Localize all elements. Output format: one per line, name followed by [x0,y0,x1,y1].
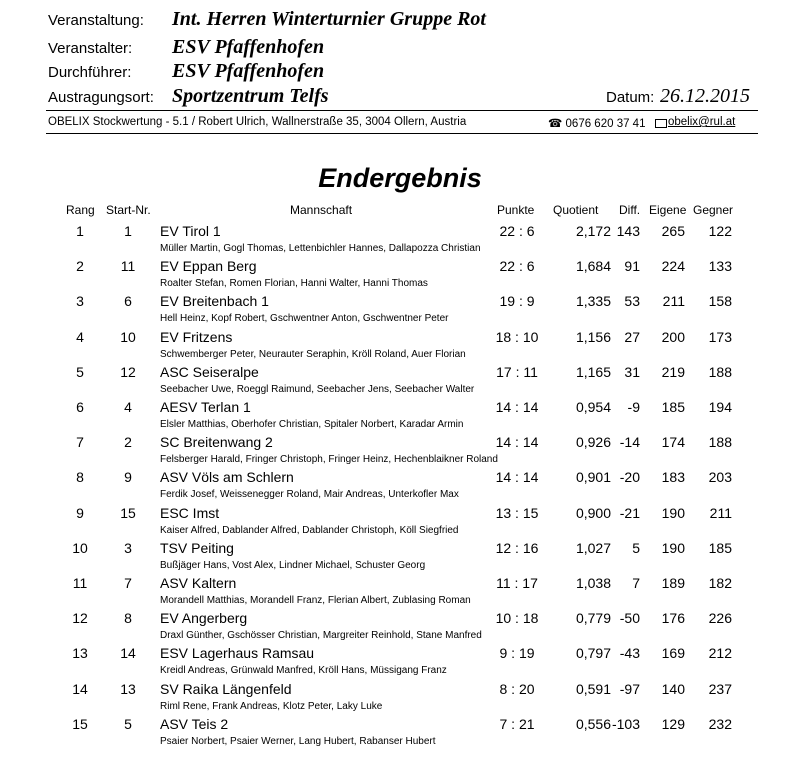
team-players: Kaiser Alfred, Dablander Alfred, Dablander Christoph, Köll Siegfried [160,524,459,536]
eigene-cell: 176 [661,610,685,627]
header-label: Austragungsort: [48,89,154,106]
rang-cell: 5 [76,363,84,380]
rang-cell: 15 [72,715,88,732]
software-rule [46,133,758,134]
phone-info [548,116,645,130]
punkte-cell: 14 : 14 [495,434,539,451]
team-players: Roalter Stefan, Romen Florian, Hanni Walter, Hanni Thomas [160,278,428,290]
col-punkte: Punkte [497,203,535,217]
punkte-cell: 13 : 15 [495,504,539,521]
quotient-cell: 0,954 [575,399,611,415]
team-players: Seebacher Uwe, Roeggl Raimund, Seebacher Jens, Seebacher Walter [160,383,475,395]
team-players: Schwemberger Peter, Neurauter Seraphin, Kröll Roland, Auer Florian [160,348,466,360]
quotient-cell: 1,684 [575,258,611,275]
gegner-cell: 203 [708,469,732,486]
team-name: ASV Kaltern [160,575,237,591]
diff-cell: 143 [616,223,640,239]
quotient-cell: 0,900 [575,504,611,521]
col-diff: Diff. [619,203,641,217]
eigene-cell: 190 [661,504,685,521]
eigene-cell: 185 [661,399,685,415]
header-rule [46,110,758,111]
diff-cell: 5 [632,539,640,556]
punkte-cell: 14 : 14 [495,469,539,486]
diff-cell: 27 [624,328,640,345]
quotient-cell: 1,038 [575,575,611,591]
start-nr-cell: 7 [124,575,132,591]
team-name: ASV Teis 2 [160,715,229,732]
rang-cell: 7 [76,434,84,451]
rang-cell: 13 [72,645,88,662]
punkte-cell: 12 : 16 [495,539,539,556]
page-title: Endergebnis [318,163,482,193]
eigene-cell: 190 [661,539,685,556]
eigene-cell: 129 [661,715,685,732]
diff-cell: -103 [611,715,640,732]
gegner-cell: 133 [708,258,732,275]
team-players: Kreidl Andreas, Grünwald Manfred, Kröll Hans, Müssigang Franz [160,665,447,677]
eigene-cell: 174 [661,434,685,451]
start-nr-cell: 6 [124,293,132,310]
rang-cell: 6 [76,399,84,415]
start-nr-cell: 3 [124,539,132,556]
diff-cell: -50 [619,610,640,627]
quotient-cell: 0,901 [575,469,611,486]
header-value: ESV Pfaffenhofen [172,60,325,82]
col-rang: Rang [66,203,95,217]
gegner-cell: 211 [709,504,732,521]
team-name: ASC Seiseralpe [160,363,259,380]
team-players: Riml Rene, Frank Andreas, Klotz Peter, Laky Luke [160,700,383,712]
envelope-icon [655,119,667,128]
gegner-cell: 194 [708,399,732,415]
quotient-cell: 0,797 [575,645,611,662]
quotient-cell: 1,156 [575,328,611,345]
diff-cell: -97 [619,680,640,697]
eigene-cell: 219 [661,363,685,380]
team-name: SC Breitenwang 2 [160,434,273,451]
team-players: Bußjäger Hans, Vost Alex, Lindner Michael, Schuster Georg [160,559,426,571]
start-nr-cell: 9 [124,469,132,486]
rang-cell: 10 [72,539,88,556]
diff-cell: 53 [624,293,640,310]
team-name: TSV Peiting [160,539,234,556]
start-nr-cell: 2 [124,434,132,451]
punkte-cell: 10 : 18 [495,610,539,627]
start-nr-cell: 13 [120,680,136,697]
punkte-cell: 9 : 19 [499,645,535,662]
start-nr-cell: 8 [124,610,132,627]
rang-cell: 3 [76,293,84,310]
quotient-cell: 0,779 [575,610,611,627]
start-nr-cell: 1 [124,223,132,239]
punkte-cell: 22 : 6 [499,223,535,239]
gegner-cell: 188 [708,434,732,451]
rang-cell: 1 [76,223,84,239]
team-players: Draxl Günther, Gschösser Christian, Margreiter Reinhold, Stane Manfred [160,630,482,642]
rang-cell: 8 [76,469,84,486]
diff-cell: -14 [619,434,640,451]
diff-cell: -21 [619,504,640,521]
header-value: ESV Pfaffenhofen [172,36,325,58]
team-players: Müller Martin, Gogl Thomas, Lettenbichler Hannes, Dallapozza Christian [160,243,481,254]
eigene-cell: 140 [661,680,685,697]
eigene-cell: 189 [661,575,685,591]
diff-cell: 91 [624,258,640,275]
header-value: Sportzentrum Telfs [172,85,329,107]
quotient-cell: 2,172 [575,223,611,239]
start-nr-cell: 4 [124,399,132,415]
header-label: Veranstaltung: [48,12,144,29]
start-nr-cell: 11 [120,258,136,275]
team-players: Morandell Matthias, Morandell Franz, Flerian Albert, Zublasing Roman [160,595,471,606]
col-gegner: Gegner [693,203,734,217]
rang-cell: 9 [76,504,84,521]
team-players: Elsler Matthias, Oberhofer Christian, Spitaler Norbert, Karadar Armin [160,419,464,430]
quotient-cell: 0,926 [575,434,611,451]
gegner-cell: 212 [708,645,732,662]
gegner-cell: 122 [708,223,732,239]
punkte-cell: 22 : 6 [499,258,535,275]
gegner-cell: 173 [708,328,732,345]
header-label: Durchführer: [48,64,132,81]
eigene-cell: 183 [661,469,685,486]
punkte-cell: 11 : 17 [496,575,538,591]
col-eigene: Eigene [649,203,687,217]
rang-cell: 14 [72,680,88,697]
email-link[interactable]: obelix@rul.at [668,116,736,128]
diff-cell: -9 [627,399,640,415]
team-name: EV Tirol 1 [160,223,221,239]
rang-cell: 11 [72,575,88,591]
col-start-nr: Start-Nr. [106,203,151,217]
diff-cell: 31 [624,363,640,380]
eigene-cell: 169 [661,645,685,662]
punkte-cell: 19 : 9 [499,293,535,310]
phone-icon: ☎ [548,118,563,130]
gegner-cell: 232 [708,715,732,732]
team-name: EV Fritzens [160,328,233,345]
diff-cell: -20 [619,469,640,486]
start-nr-cell: 5 [124,715,132,732]
team-players: Ferdik Josef, Weissenegger Roland, Mair Andreas, Unterkofler Max [160,489,459,501]
col-quotient: Quotient [553,203,599,217]
phone-number: 0676 620 37 41 [565,118,646,130]
quotient-cell: 1,165 [575,363,611,380]
punkte-cell: 17 : 11 [496,363,538,380]
team-players: Psaier Norbert, Psaier Werner, Lang Hubert, Rabanser Hubert [160,735,436,747]
quotient-cell: 1,027 [575,539,611,556]
gegner-cell: 226 [708,610,732,627]
software-info: OBELIX Stockwertung - 5.1 / Robert Ulrich, Wallnerstraße 35, 3004 Ollern, Austria [48,116,467,128]
gegner-cell: 158 [708,293,732,310]
team-players: Hell Heinz, Kopf Robert, Gschwentner Anton, Gschwentner Peter [160,313,449,325]
start-nr-cell: 10 [120,328,136,345]
team-players: Felsberger Harald, Fringer Christoph, Fringer Heinz, Hechenblaikner Roland [160,454,498,466]
header-value: Int. Herren Winterturnier Gruppe Rot [172,8,486,30]
start-nr-cell: 12 [120,363,136,380]
eigene-cell: 224 [661,258,685,275]
start-nr-cell: 14 [120,645,136,662]
team-name: EV Breitenbach 1 [160,293,269,310]
team-name: AESV Terlan 1 [160,399,251,415]
col-mannschaft: Mannschaft [290,203,353,217]
team-name: ESC Imst [160,504,220,521]
gegner-cell: 185 [708,539,732,556]
quotient-cell: 0,556 [575,715,611,732]
punkte-cell: 14 : 14 [495,399,539,415]
quotient-cell: 1,335 [575,293,611,310]
header-label: Veranstalter: [48,40,133,57]
gegner-cell: 182 [708,575,732,591]
punkte-cell: 8 : 20 [499,680,535,697]
team-name: ASV Völs am Schlern [160,469,294,486]
punkte-cell: 18 : 10 [495,328,539,345]
diff-cell: 7 [632,575,640,591]
eigene-cell: 200 [661,328,685,345]
rang-cell: 12 [72,610,88,627]
start-nr-cell: 15 [120,504,136,521]
datum-value: 26.12.2015 [660,85,750,107]
team-name: ESV Lagerhaus Ramsau [160,645,315,662]
rang-cell: 4 [76,328,84,345]
gegner-cell: 237 [708,680,732,697]
rang-cell: 2 [76,258,84,275]
quotient-cell: 0,591 [575,680,611,697]
team-name: EV Eppan Berg [160,258,257,275]
eigene-cell: 211 [662,293,685,310]
team-name: SV Raika Längenfeld [160,680,292,697]
team-name: EV Angerberg [160,610,248,627]
punkte-cell: 7 : 21 [499,715,535,732]
gegner-cell: 188 [708,363,732,380]
diff-cell: -43 [619,645,640,662]
datum-label: Datum: [606,89,655,106]
eigene-cell: 265 [661,223,685,239]
